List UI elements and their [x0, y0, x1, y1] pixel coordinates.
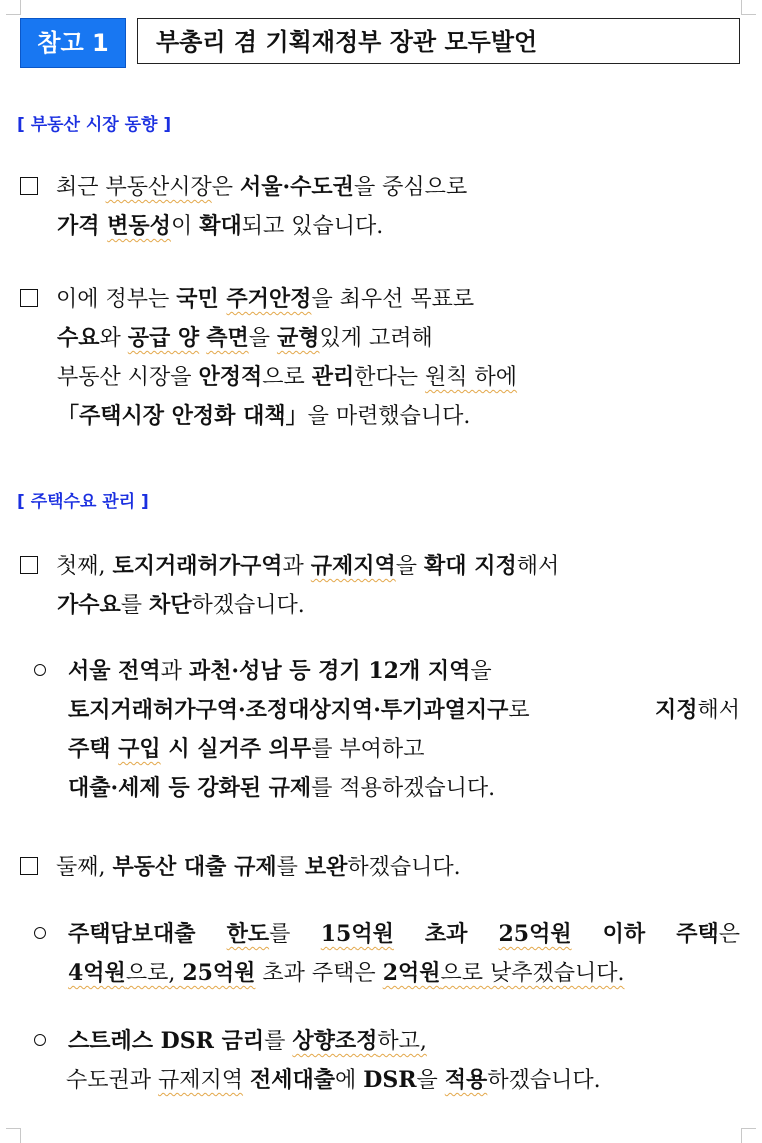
text-line: 대출·세제 등 강화된 규제를 적용하겠습니다. — [68, 775, 496, 801]
section-label-market-trend: [ 부동산 시장 동향 ] — [17, 115, 172, 135]
text-line: 가수요를 차단하겠습니다. — [57, 592, 305, 618]
checkbox-square-icon — [20, 177, 38, 195]
bullet-circle-icon — [34, 1034, 46, 1046]
text-line: 둘째, 부동산 대출 규제를 보완하겠습니다. — [56, 854, 461, 880]
text-line: 가격 변동성이 확대되고 있습니다. — [57, 213, 384, 239]
checkbox-square-icon — [20, 556, 38, 574]
crop-mark-top-left — [6, 0, 21, 15]
text-line: 첫째, 토지거래허가구역과 규제지역을 확대 지정해서 — [56, 553, 560, 579]
text-line: 수도권과 규제지역 전세대출에 DSR을 적용하겠습니다. — [66, 1067, 601, 1093]
text-line: 스트레스 DSR 금리를 상향조정하고, — [68, 1028, 427, 1054]
bullet-mortgage-limit — [34, 915, 748, 993]
bullet-circle-icon — [34, 927, 46, 939]
text-line: 주택담보대출 한도를 15억원 초과 25억원 이하 주택은 — [68, 921, 741, 947]
text-line: 주택 구입 시 실거주 의무를 부여하고 — [68, 736, 425, 762]
crop-mark-top-right — [741, 0, 756, 15]
text-line: 서울 전역과 과천·성남 등 경기 12개 지역을 — [68, 658, 492, 684]
paragraph-second-measure — [20, 848, 748, 887]
bullet-circle-icon — [34, 664, 46, 676]
text-line: 수요와 공급 양 측면을 균형있게 고려해 — [57, 325, 433, 351]
crop-mark-bottom-right — [741, 1128, 756, 1143]
document-header — [20, 18, 742, 68]
reference-badge: 참고 1 — [20, 18, 126, 68]
crop-mark-bottom-left — [6, 1128, 21, 1143]
paragraph-first-measure — [20, 547, 748, 625]
text-line: 4억원으로, 25억원 초과 주택은 2억원으로 낮추겠습니다. — [68, 960, 625, 986]
paragraph-policy-goal — [20, 280, 748, 436]
text-line: 토지거래허가구역·조정대상지역·투기과열지구로 지정해서 — [68, 697, 740, 723]
bullet-designated-areas — [34, 652, 748, 808]
checkbox-square-icon — [20, 857, 38, 875]
text-line: 최근 부동산시장은 서울·수도권을 중심으로 — [56, 174, 468, 200]
text-line: 부동산 시장을 안정적으로 관리한다는 원칙 하에 — [57, 364, 518, 390]
paragraph-market-trend — [20, 168, 748, 246]
bullet-stress-dsr — [34, 1022, 748, 1100]
text-line: 이에 정부는 국민 주거안정을 최우선 목표로 — [56, 286, 475, 312]
section-label-demand-management: [ 주택수요 관리 ] — [17, 492, 149, 512]
text-line: 「주택시장 안정화 대책」을 마련했습니다. — [57, 403, 471, 429]
checkbox-square-icon — [20, 289, 38, 307]
document-title: 부총리 겸 기획재정부 장관 모두발언 — [137, 18, 740, 64]
